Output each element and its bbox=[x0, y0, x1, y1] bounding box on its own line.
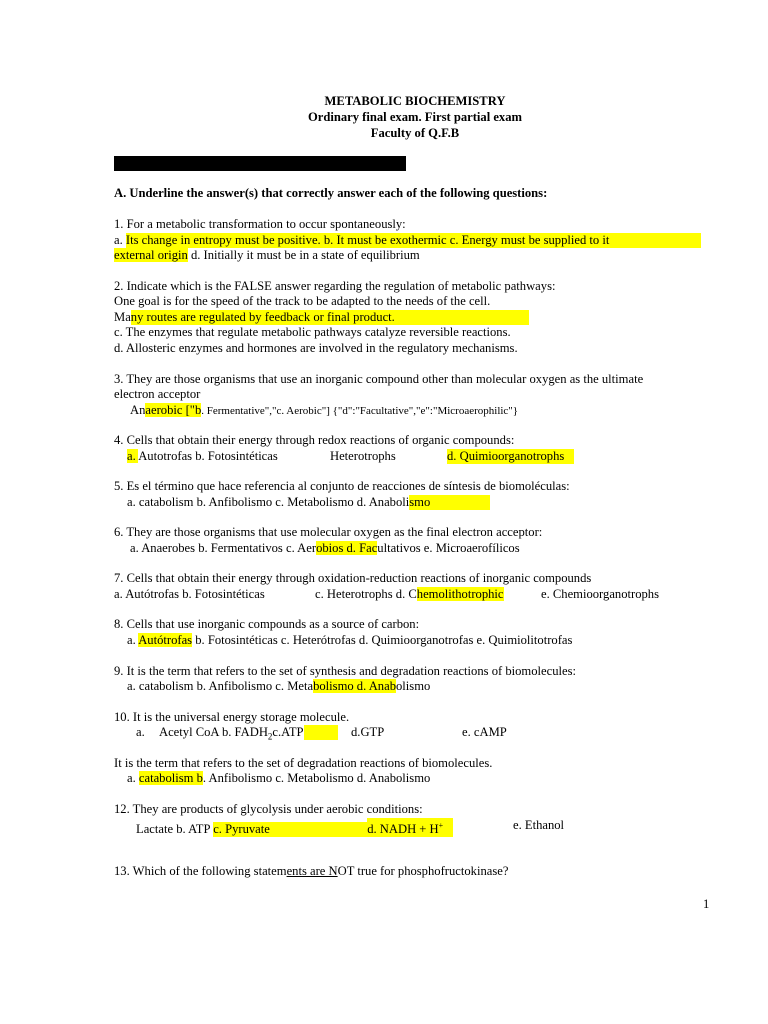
doc-title: METABOLIC BIOCHEMISTRY bbox=[324, 94, 506, 108]
q4-answer-a bbox=[127, 449, 278, 464]
q2-line4: d. Allosteric enzymes and hormones are involved in the regulatory mechanisms. bbox=[114, 341, 518, 355]
q10-answer-bc bbox=[159, 725, 338, 745]
q10-answer-b: Acetyl CoA b. FADH bbox=[159, 725, 268, 739]
q7-answer-cd bbox=[315, 587, 504, 602]
q3-answer-rest: . Fermentative","c. Aerobic"] {"d":"Facultative","e":"Microaerophilic"} bbox=[201, 405, 519, 417]
q6-answer bbox=[130, 541, 520, 556]
q13-question bbox=[114, 864, 508, 879]
q3-question-cont: electron acceptor bbox=[114, 387, 201, 401]
q12-superscript: + bbox=[438, 821, 444, 830]
q3-answer-prefix: An bbox=[130, 403, 146, 417]
section-a-heading: A. Underline the answer(s) that correctly answer each of the following questions: bbox=[114, 186, 548, 200]
q12-answer-d: d. NADH + H bbox=[367, 822, 439, 837]
q10-question: 10. It is the universal energy storage molecule. bbox=[114, 710, 350, 724]
faculty-line: Faculty of Q.F.B bbox=[370, 126, 460, 140]
q8-answer-prefix: a. bbox=[127, 633, 139, 647]
q7-question: 7. Cells that obtain their energy through oxidation-reduction reactions of inorganic compounds bbox=[114, 571, 592, 585]
q10-answer-c: c.ATP bbox=[272, 725, 304, 739]
q6-question: 6. They are those organisms that use molecular oxygen as the final electron acceptor: bbox=[114, 525, 543, 539]
q12-answer-e: e. Ethanol bbox=[513, 818, 565, 832]
doc-subtitle: Ordinary final exam. First partial exam bbox=[307, 110, 523, 124]
q5-answer bbox=[127, 495, 490, 510]
q9-answer-rest: olismo bbox=[396, 679, 431, 693]
q2-highlight: ny routes are regulated by feedback or final product. bbox=[131, 310, 529, 325]
q5-answer-text: a. catabolism b. Anfibolismo c. Metabolismo d. Anaboli bbox=[127, 495, 410, 509]
q4-answer-ab: Autotrofas b. Fotosintéticas bbox=[138, 449, 278, 463]
q2-line1: One goal is for the speed of the track to be adapted to the needs of the cell. bbox=[114, 294, 491, 308]
q11-highlight: catabolism b bbox=[138, 771, 203, 785]
redacted-bar bbox=[114, 156, 406, 171]
q6-answer-prefix: a. Anaerobes b. Fermentativos c. Aer bbox=[130, 541, 317, 555]
q7-answer-e: e. Chemioorganotrophs bbox=[541, 587, 659, 601]
q5-highlight: smo bbox=[409, 495, 490, 510]
q1-answer-prefix: a. bbox=[114, 233, 126, 247]
q12-highlight-c: c. Pyruvate bbox=[213, 822, 367, 837]
q12-question: 12. They are products of glycolysis under aerobic conditions: bbox=[114, 802, 423, 816]
q8-answer-rest: b. Fotosintéticas c. Heterótrofas d. Quimioorganotrofas e. Quimiolitotrofas bbox=[192, 633, 573, 647]
q8-question: 8. Cells that use inorganic compounds as a source of carbon: bbox=[114, 617, 420, 631]
q3-answer bbox=[130, 403, 518, 419]
q11-answer-prefix: a. bbox=[127, 771, 139, 785]
q9-answer-prefix: a. catabolism b. Anfibolismo c. Meta bbox=[127, 679, 314, 693]
q4-answer-c: Heterotrophs bbox=[330, 449, 396, 463]
q12-answer bbox=[136, 818, 453, 837]
q11-answer bbox=[127, 771, 430, 786]
q2-question: 2. Indicate which is the FALSE answer regarding the regulation of metabolic pathways: bbox=[114, 279, 556, 293]
q2-line2-prefix: Ma bbox=[114, 310, 131, 324]
q7-highlight: hemolithotrophic bbox=[416, 587, 504, 601]
q1-question: 1. For a metabolic transformation to occur spontaneously: bbox=[114, 217, 406, 231]
q2-line3: c. The enzymes that regulate metabolic pathways catalyze reversible reactions. bbox=[114, 325, 511, 339]
q1-answer-line1 bbox=[114, 233, 701, 248]
page-number: 1 bbox=[703, 897, 710, 911]
q10-subscript: 2 bbox=[267, 731, 273, 742]
q13-question-end: OT true for phosphofructokinase? bbox=[337, 864, 509, 878]
q3-question: 3. They are those organisms that use an inorganic compound other than molecular oxygen as the ultimate bbox=[114, 372, 644, 386]
q10-answer-e: e. cAMP bbox=[462, 725, 507, 739]
q12-highlight-d bbox=[367, 818, 453, 837]
q10-answer-d: d.GTP bbox=[351, 725, 385, 739]
q9-highlight: bolismo d. Anab bbox=[313, 679, 396, 693]
q4-highlight-a: a. bbox=[127, 449, 139, 463]
q8-answer bbox=[127, 633, 572, 648]
q1-answer-line2 bbox=[114, 248, 420, 263]
q10-highlight bbox=[304, 725, 338, 740]
q6-highlight: obios d. Fac bbox=[316, 541, 378, 555]
q12-answer-ab: Lactate b. ATP bbox=[136, 822, 214, 837]
q4-highlight-d: d. Quimioorganotrophs bbox=[447, 449, 574, 464]
q13-question-start: 13. Which of the following statem bbox=[114, 864, 287, 878]
q2-line2 bbox=[114, 310, 529, 325]
q9-answer bbox=[127, 679, 430, 694]
q1-highlight-2: external origin bbox=[114, 248, 188, 262]
q7-answer-ab: a. Autótrofas b. Fotosintéticas bbox=[114, 587, 265, 601]
q11-question: It is the term that refers to the set of degradation reactions of biomolecules. bbox=[114, 756, 493, 770]
q3-highlight: aerobic ["b bbox=[145, 403, 202, 417]
q10-answer-a: a. bbox=[136, 725, 145, 739]
q8-highlight: Autótrofas bbox=[138, 633, 193, 647]
q4-question: 4. Cells that obtain their energy through redox reactions of organic compounds: bbox=[114, 433, 515, 447]
q11-answer-rest: . Anfibolismo c. Metabolismo d. Anabolismo bbox=[202, 771, 431, 785]
q6-answer-rest: ultativos e. Microaerofílicos bbox=[377, 541, 520, 555]
q7-answer-c: c. Heterotrophs d. C bbox=[315, 587, 417, 601]
q13-underlined: ents are N bbox=[286, 864, 338, 878]
q1-highlight-1: Its change in entropy must be positive. b. It must be exothermic c. Energy must be supplied to it bbox=[126, 233, 701, 248]
q4-answer-d bbox=[447, 449, 574, 464]
q5-question: 5. Es el término que hace referencia al conjunto de reacciones de síntesis de biomoléculas: bbox=[114, 479, 570, 493]
q9-question: 9. It is the term that refers to the set of synthesis and degradation reactions of biomolecules: bbox=[114, 664, 576, 678]
q1-answer-rest: d. Initially it must be in a state of equilibrium bbox=[187, 248, 420, 262]
